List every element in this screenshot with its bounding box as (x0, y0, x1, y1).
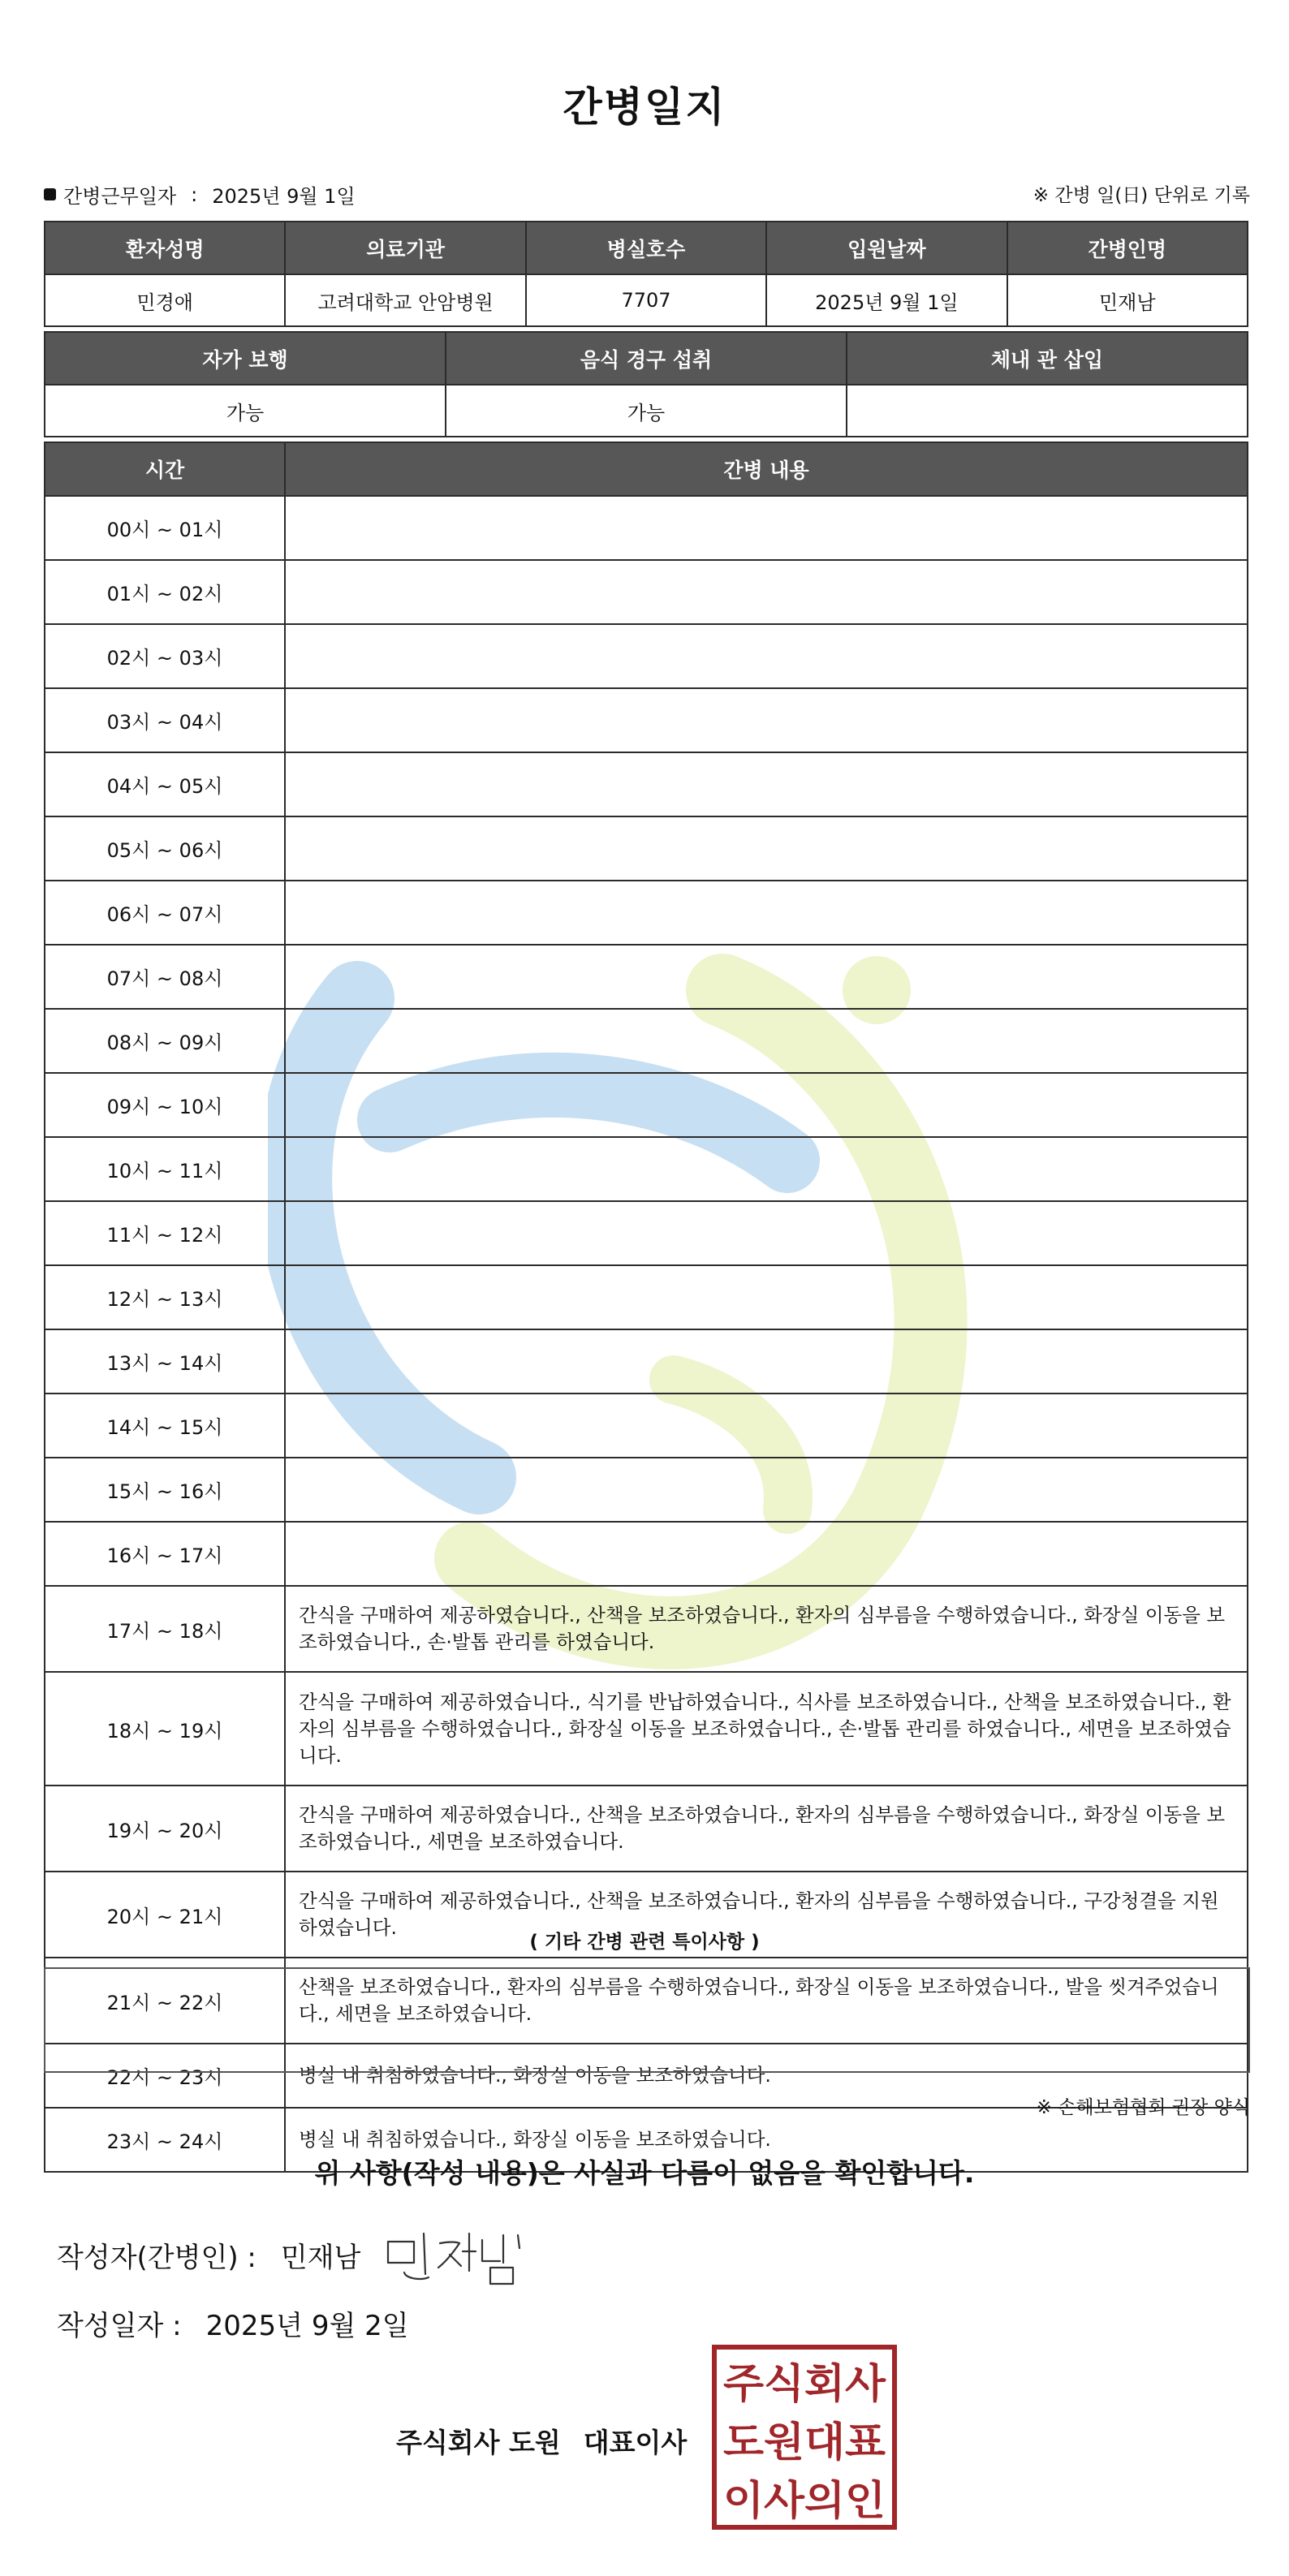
log-content (285, 881, 1248, 945)
log-content (285, 1394, 1248, 1458)
log-time: 15시 ~ 16시 (45, 1458, 285, 1522)
work-date (44, 180, 356, 209)
log-content (285, 945, 1248, 1009)
log-row (45, 560, 1248, 624)
patient-info-table (44, 221, 1248, 327)
log-content (285, 688, 1248, 752)
header-patient-name: 환자성명 (45, 222, 285, 274)
log-time: 12시 ~ 13시 (45, 1265, 285, 1329)
log-row (45, 624, 1248, 688)
room-number: 7707 (526, 274, 766, 326)
log-row (45, 1009, 1248, 1073)
log-content (285, 1265, 1248, 1329)
log-content (285, 560, 1248, 624)
header-hospital: 의료기관 (285, 222, 525, 274)
log-time: 06시 ~ 07시 (45, 881, 285, 945)
log-time: 02시 ~ 03시 (45, 624, 285, 688)
log-content (285, 1009, 1248, 1073)
log-content (285, 816, 1248, 881)
log-row (45, 688, 1248, 752)
log-content (285, 624, 1248, 688)
log-row (45, 1073, 1248, 1137)
patient-status-table (44, 331, 1248, 437)
log-time: 16시 ~ 17시 (45, 1522, 285, 1586)
log-content: 간식을 구매하여 제공하였습니다., 산책을 보조하였습니다., 환자의 심부름을 수행하였습니다., 구강청결을 지원하였습니다. (285, 1872, 1248, 1958)
log-content: 간식을 구매하여 제공하였습니다., 식기를 반납하였습니다., 식사를 보조하였습니다., 산책을 보조하였습니다., 환자의 심부름을 수행하였습니다., 화장실 이동을 보조하였습니다., 손·발톱 관리를 하였습니다., 세면을 보조하였습니다. (285, 1672, 1248, 1786)
unit-note: ※ 간병 일(日) 단위로 기록 (1032, 185, 1250, 206)
status-value-row (45, 385, 1248, 437)
writer-label: 작성자(간병인) : (57, 2242, 257, 2274)
log-time: 03시 ~ 04시 (45, 688, 285, 752)
log-time: 10시 ~ 11시 (45, 1137, 285, 1201)
log-row (45, 1672, 1248, 1786)
log-content (285, 1522, 1248, 1586)
log-content: 산책을 보조하였습니다., 환자의 심부름을 수행하였습니다., 화장실 이동을 보조하였습니다., 발을 씻겨주었습니다., 세면을 보조하였습니다. (285, 1958, 1248, 2044)
caregiver-name: 민재남 (1007, 274, 1248, 326)
header-caregiver: 간병인명 (1007, 222, 1248, 274)
svg-text:도원대표: 도원대표 (723, 2419, 886, 2466)
written-date-label: 작성일자 : (57, 2310, 182, 2342)
log-time: 11시 ~ 12시 (45, 1201, 285, 1265)
log-time: 08시 ~ 09시 (45, 1009, 285, 1073)
log-content (285, 752, 1248, 816)
header-room: 병실호수 (526, 222, 766, 274)
svg-text:이사의인: 이사의인 (723, 2477, 886, 2524)
log-time: 22시 ~ 23시 (45, 2044, 285, 2108)
company-name: 주식회사 도원 (396, 2427, 561, 2458)
log-row (45, 752, 1248, 816)
header-care-content: 간병 내용 (285, 442, 1248, 496)
log-time: 21시 ~ 22시 (45, 1958, 285, 2044)
written-date-value: 2025년 9월 2일 (205, 2310, 409, 2342)
log-time: 13시 ~ 14시 (45, 1329, 285, 1394)
log-row (45, 1522, 1248, 1586)
self-walking-value: 가능 (45, 385, 446, 437)
log-time: 19시 ~ 20시 (45, 1786, 285, 1872)
company-line (396, 2422, 687, 2460)
remarks-label: ( 기타 간병 관련 특이사항 ) (529, 1932, 760, 1953)
work-date-separator: : (191, 183, 198, 206)
log-content (285, 1073, 1248, 1137)
work-date-value: 2025년 9월 1일 (212, 185, 356, 208)
log-content (285, 1137, 1248, 1201)
log-content (285, 1458, 1248, 1522)
log-time: 20시 ~ 21시 (45, 1872, 285, 1958)
log-body (45, 496, 1248, 2172)
log-content (285, 496, 1248, 560)
status-header-row (45, 332, 1248, 385)
log-content (285, 1201, 1248, 1265)
header-oral-intake: 음식 경구 섭취 (446, 332, 847, 385)
log-row (45, 1137, 1248, 1201)
log-row (45, 1394, 1248, 1458)
header-time: 시간 (45, 442, 285, 496)
company-title: 대표이사 (583, 2427, 688, 2458)
log-row (45, 945, 1248, 1009)
written-date-line (57, 2303, 409, 2343)
log-row (45, 1265, 1248, 1329)
handwritten-signature (382, 2224, 544, 2289)
log-time: 04시 ~ 05시 (45, 752, 285, 816)
care-log-table (44, 442, 1248, 2173)
log-time: 23시 ~ 24시 (45, 2108, 285, 2172)
log-time: 09시 ~ 10시 (45, 1073, 285, 1137)
log-content: 간식을 구매하여 제공하였습니다., 산책을 보조하였습니다., 환자의 심부름을 수행하였습니다., 화장실 이동을 보조하였습니다., 손·발톱 관리를 하였습니다. (285, 1586, 1248, 1672)
log-row (45, 881, 1248, 945)
header-self-walking: 자가 보행 (45, 332, 446, 385)
patient-header-row (45, 222, 1248, 274)
log-time: 01시 ~ 02시 (45, 560, 285, 624)
confirmation-statement: 위 사항(작성 내용)은 사실과 다름이 없음을 확인합니다. (314, 2157, 975, 2189)
admission-date: 2025년 9월 1일 (766, 274, 1007, 326)
log-row (45, 816, 1248, 881)
oral-intake-value: 가능 (446, 385, 847, 437)
log-content: 간식을 구매하여 제공하였습니다., 산책을 보조하였습니다., 환자의 심부름을 수행하였습니다., 화장실 이동을 보조하였습니다., 세면을 보조하였습니다. (285, 1786, 1248, 1872)
log-content (285, 1329, 1248, 1394)
company-seal-stamp (711, 2344, 898, 2531)
log-content: 병실 내 취침하였습니다., 화장실 이동을 보조하였습니다. (285, 2044, 1248, 2108)
log-row (45, 1329, 1248, 1394)
log-row (45, 1786, 1248, 1872)
log-time: 14시 ~ 15시 (45, 1394, 285, 1458)
remarks-box (44, 1967, 1250, 2073)
log-content: 병실 내 취침하였습니다., 화장실 이동을 보조하였습니다. (285, 2108, 1248, 2172)
log-time: 07시 ~ 08시 (45, 945, 285, 1009)
header-admission-date: 입원날짜 (766, 222, 1007, 274)
insurer-note: ※ 손해보험협회 권장 양식 (1036, 2097, 1250, 2118)
log-time: 05시 ~ 06시 (45, 816, 285, 881)
patient-value-row (45, 274, 1248, 326)
log-row (45, 1458, 1248, 1522)
work-date-label: 간병근무일자 (63, 185, 177, 208)
log-header-row (45, 442, 1248, 496)
tube-insertion-value (847, 385, 1248, 437)
svg-text:주식회사: 주식회사 (723, 2360, 886, 2407)
log-time: 00시 ~ 01시 (45, 496, 285, 560)
document-title: 간병일지 (563, 84, 726, 131)
bullet-square-icon (44, 188, 56, 200)
writer-line (57, 2235, 360, 2275)
log-time: 17시 ~ 18시 (45, 1586, 285, 1672)
log-row (45, 1586, 1248, 1672)
hospital-name: 고려대학교 안암병원 (285, 274, 525, 326)
log-time: 18시 ~ 19시 (45, 1672, 285, 1786)
log-row (45, 496, 1248, 560)
header-tube-insertion: 체내 관 삽입 (847, 332, 1248, 385)
log-row (45, 1201, 1248, 1265)
patient-name: 민경애 (45, 274, 285, 326)
writer-name: 민재남 (280, 2242, 361, 2274)
